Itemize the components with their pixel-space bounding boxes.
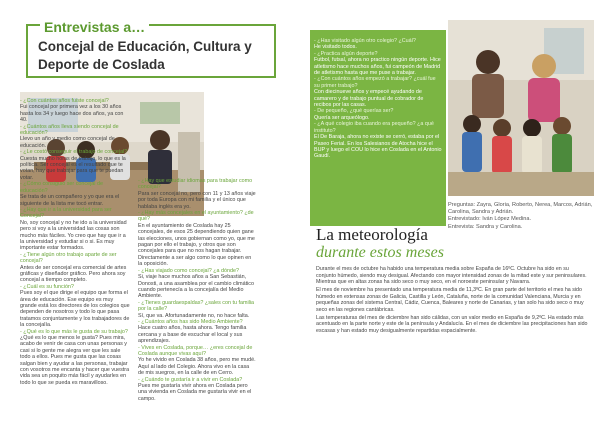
answer: Para ser concejal no, pero con 11 y 13 años viaje por toda Europa con mi familia y el único que hablaba inglés era yo. — [138, 190, 256, 210]
interview-column-2 — [138, 178, 256, 418]
question: - ¿Hay que estudiar idiomas para trabajar como concejal? — [138, 178, 253, 191]
question: - De pequeño, ¿qué querías ser? — [314, 108, 394, 115]
answer: Yo he vivido en Coslada 38 años, pero me mudé. Aquí al lado del Colegio. Ahora vivo en la casa de mis suegros, en la calle de en Cerro. — [138, 357, 256, 377]
header-title: Concejal de Educación, Cultura y Deporte de Coslada — [38, 39, 252, 72]
question: - ¿Cuál es su función? — [20, 283, 74, 290]
answer: He visitado todos. — [314, 44, 357, 51]
group-photo — [448, 20, 594, 196]
meteo-paragraph: Las temperaturas del mes de diciembre han sido cálidas, con un valor medio en España de 9,2ºC. Ha estado más acentuado en la parte norte y este de la península y Andalucía. En el mes de diciembre las precipitaciones han sido escasas y han estado muy desigualmente repartidas espacialmente. — [316, 314, 588, 334]
group-photo-graphic — [448, 20, 594, 196]
question: - ¿Con cuántos años fuiste concejal? — [20, 98, 109, 104]
meteo-title: La meteorología — [316, 225, 428, 244]
answer: Con diecinueve años y empecé ayudando de camarero y de trabajo puntual de cobrador de recibos por las casas. — [314, 89, 424, 109]
question: - ¿Has viajado como concejal? ¿a dónde? — [138, 267, 239, 274]
question: - ¿Has visitado algún otro colegio? ¿Cuál? — [314, 38, 416, 44]
question: - ¿Cuántos años has sido Medio Ambiente? — [138, 318, 243, 325]
interview-column-1 — [20, 98, 130, 416]
interview-column-3 — [314, 38, 442, 224]
answer: El De Baraja, ahora no existe se cerró, estaba por el Paseo Ferial. En los Salesianos de Atocha hice el BUP y luego el COU lo hice en Coslada en el Antonio Gaudí. — [314, 134, 442, 160]
answer: Pues me gustaría vivir ahora en Coslada pero una vivienda en Coslada me gustaría vivir en el campo. — [138, 383, 252, 402]
question: - ¿Hay más concejales en el ayuntamiento? ¿de qué? — [138, 210, 254, 223]
meteo-paragraph: Durante el mes de octubre ha habido una temperatura media sobre España de 16ºC. Octubre ha sido en su conjunto húmedo, siendo muy desigual. Afectando con mayor intensidad zonas de la mitad este y sur peninsulares. Mientras que en altas zonas ha sido seco o muy seco, en el noroeste peninsular y Navarra. — [316, 266, 587, 286]
meteo-subtitle: durante estos meses — [316, 244, 444, 261]
answer: Llevo un año y medio como concejal de educación. — [20, 136, 115, 149]
answer: Antes de ser concejal era comercial de artes gráficas y diseñador gráfico. Pero ahora soy concejal a tiempo completo. — [20, 264, 127, 284]
answer: Quería ser arqueólogo. — [314, 114, 370, 121]
answer: Fui concejal por primera vez a los 30 años hasta los 34 y luego hace dos años, ya con 40. — [20, 104, 124, 124]
question: - ¿Cómo consiguió ser concejal de educación? — [20, 181, 103, 194]
meteo-paragraph: El mes de noviembre ha presentado una temperatura media de 11,3ºC. En gran parte del territorio el mes ha sido húmedo en extensas zonas de Galicia, Castilla y León, Cataluña, norte de la comunidad Valenciana, Murcia y en pequeñas zonas del sistema Central, Cádiz, Cuenca, Baleares y norte de Canarias, y tan solo ha sido seco o muy seco en las regiones cantábricas. — [316, 286, 584, 313]
answer: Pues soy el que dirige el equipo que forma el área de educación. Ese equipo es muy grande está los directores de los colegios que dependen de nosotros y todo lo que pasa tratamos conjuntamente y los trabajadores de la concejalía. — [20, 290, 130, 329]
answer: Cuesta mucho horas de trabajo, lo que es la política. Ser concejal es el resultado que te votan, hay que trabajar para que te puedan votar. — [20, 155, 126, 181]
question: - ¿Cuándo te gustaría ir a vivir en Coslada? — [138, 376, 243, 383]
answer: No, soy concejal y no he ido a la universidad pero si voy a la universidad las cosas son mucho más fáciles. Yo creo que hay que ir a la universidad y estudiar si o si. Es muy importante estar formados. — [20, 219, 127, 252]
answer: Futbol, futsal, ahora no practico ningún deporte. Hice atletismo hace muchos años, fui campeón de Madrid de atletismo hasta que me puse a trabajar. — [314, 57, 441, 77]
meteo-body — [316, 266, 590, 416]
answer: Se trata de un compañero y yo que era el siguiente de la lista me tocó entrar. — [20, 194, 120, 207]
question: - ¿Con cuántos años empezó a trabajar? ¿cuál fue su primer trabajo? — [314, 76, 436, 89]
answer: ¿Qué es lo que menos le gusta? Pues mira, acabo de venir de casa con unas personas y casi si lo gente me alegra ver que les sale todo a ellos. Pues me gusta que las cosas salgan bien y ayudar a las personas, trabajar con vosotros me encanta y hacer que vuestra vida sea un poquito más fácil y ayudarles en todo lo que se pueda es maravilloso. — [20, 335, 130, 386]
answer: En el ayuntamiento de Coslada hay 25 concejales, de esos 25 dependiendo quien gane las elecciones, unos gobiernan como yo, que me pagan por ello el trabajo, y otros que son concejales para que no nos hagan trabajar. Directamente a ser algo como lo que opinen en la oposición. — [138, 222, 255, 268]
caption-line: Entrevistado: Iván López Medina. — [448, 216, 532, 223]
question: - ¿Hay que ir a la universidad para ser Concejal? — [20, 206, 112, 220]
answer: Sí, que va. Afortunadamente no, no hace falta. — [138, 312, 250, 319]
question: - ¿Tiene algún otro trabajo aparte de ser concejal? — [20, 251, 117, 265]
question: - ¿A qué colegio iba cuando era pequeño? ¿a qué instituto? — [314, 121, 434, 134]
question: - ¿Cuántos años lleva siendo concejal de educación? — [20, 123, 119, 137]
header-kicker: Entrevistas a… — [40, 20, 149, 34]
question: - ¿Le costó conseguir el trabajo de concejal? — [20, 149, 128, 156]
interview-header-box — [26, 19, 276, 78]
question: - ¿Qué es lo que más le gusta de su trabajo? — [20, 328, 128, 335]
question: - Vives en Coslada, porque… ¿eres concejal de Coslada aunque vivas aquí? — [138, 344, 253, 357]
caption-line: Preguntas: Zayra, Gloria, Roberto, Nerea, Marcos, Adrián, Carolina, Sandra y Adrián. — [448, 202, 593, 216]
question: - ¿Practica algún deporte? — [314, 50, 378, 57]
question: - ¿Tienes guardaespaldas? ¿sales con tu familia por la calle? — [138, 299, 255, 313]
answer: Si, viaje hace muchos años a San Sebastián, Donosti, a una asamblea por el cambio climático cuando pertenecía a la concejalía del Medio Ambiente. — [138, 274, 254, 300]
answer: Hace cuatro años, hasta ahora. Tengo familia cercana y a base de escuchar el local y sus aprendizajes. — [138, 325, 247, 345]
caption-line: Entrevista: Sandra y Carolina. — [448, 223, 523, 230]
